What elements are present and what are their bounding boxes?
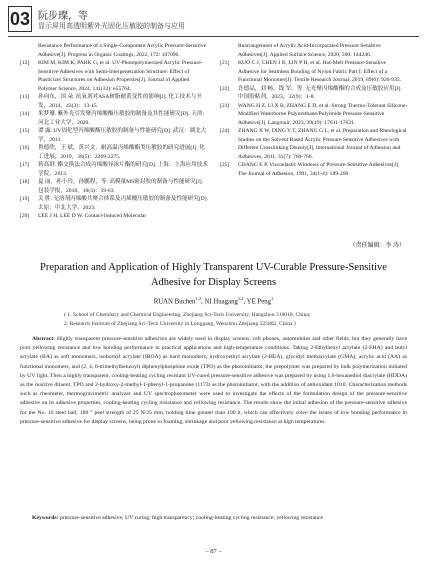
page-number: – 87 – — [205, 548, 222, 555]
reference-text: WANG H Z, LI X B, ZHANG E D, et al. Strong Thermo-Tolerant Silicone-Modified Waterborne Polyurethane/Polyimide Pressure-Sensitive Adhesive[J]. Langmuir, 2023, 39(49): 17611-17621. — [238, 102, 408, 126]
author-name: NI Huagang — [204, 298, 238, 306]
editor-note: （责任编辑：李 涛） — [349, 243, 405, 249]
author-affiliation-marker: 1 — [271, 296, 274, 301]
abstract — [20, 335, 407, 427]
reference-item — [220, 85, 408, 102]
reference-number: [23] — [220, 102, 230, 109]
reference-number: [19] — [20, 196, 30, 202]
reference-text: 蒋高群. 酯交换法合成丙烯酸异冰片酯的研究[D]. 上海：上海应用技术学院，2013. — [38, 162, 208, 177]
reference-item — [20, 212, 208, 221]
reference-item — [20, 178, 208, 195]
affiliation-2: 2. Research Institute of Zhejiang Sci-Tech University in Longgang, Wenzhou Zhejiang 325802, China ) — [64, 320, 296, 327]
reference-number: [24] — [220, 128, 230, 134]
reference-number: [22] — [220, 85, 230, 92]
reference-item — [20, 127, 208, 144]
author-name: YE Peng — [246, 298, 272, 306]
reference-text: Rearrangement of Acrylic Acid-Incorporated Pressure Sensitive Adhesives[J]. Applied Surface Science, 2020, 500: 144246. — [238, 43, 381, 58]
keywords — [20, 514, 407, 523]
reference-item — [20, 110, 208, 127]
abstract-label: Abstract: — [32, 336, 56, 342]
header-title: 显示屏用高透明紫外光固化压敏胶的制备与应用 — [38, 23, 185, 30]
reference-number: [21] — [220, 60, 230, 66]
author-affiliation-marker: 1,2 — [195, 296, 202, 301]
author-name: RUAN Buchen — [153, 298, 196, 306]
reference-text: ZHANG X W, DING Y T, ZHANG G L, et al. Preparation and Rheological Studies on the Solvent Based Acrylic Pressure Sensitive Adhesives with Different Crosslinking Density[J]. International Journal of Adhesion and Adhesives, 2011, 31(7): 760-766. — [238, 128, 407, 160]
page-header — [8, 6, 419, 34]
reference-text: LEE J H, LEE D W. Contact-Induced Molecular — [38, 213, 147, 219]
reference-text: Resistance Performance of a Single-Component Acrylic Pressure-Sensitive Adhesive[J]. Progress in Organic Coatings, 2022, 172: 107096. — [38, 43, 207, 58]
reference-item — [20, 195, 208, 212]
reference-item — [220, 161, 408, 178]
english-title: Preparation and Application of Highly Transparent UV-Curable Pressure-Sensitive Adhesive for Display Screens — [40, 262, 387, 288]
reference-number: [13] — [20, 94, 30, 100]
header-authors: 阮步璨，等 — [38, 11, 88, 22]
reference-text: 朱梦珊. 紫外光引发聚丙烯酸酯压敏胶的制备及其性能研究[D]. 天津：河北工业大学，2020. — [38, 111, 208, 126]
reference-item — [220, 127, 408, 161]
author-affiliation-marker: 1,2 — [237, 296, 244, 301]
references-right-column — [220, 42, 408, 178]
reference-item — [20, 93, 208, 110]
reference-item — [220, 42, 408, 59]
reference-number: [18] — [20, 179, 30, 185]
reference-number: [17] — [20, 162, 30, 168]
reference-text: 关 胜. 无溶剂丙烯酸共聚合体系及丙烯酸压敏胶的制备及性能研究[D]. 太原：中北大学，2023. — [38, 196, 208, 211]
affiliations — [20, 311, 407, 328]
affiliation-1: ( 1. School of Chemistry and Chemical Engineering, Zhejiang Sci-Tech University, Hangzhou 310018, China; — [64, 312, 311, 318]
reference-text: 夏 丽，孙小玲，孙鹏程，等. 高模量MS密封胶的制备与性能研究[J]. 包装学报，2018，10(3)：59-63. — [38, 179, 204, 194]
reference-text: 孙向东，国 朵. 抗氧剂对ASA树脂耐黄变性的影响[J]. 化工技术与开发，2014，43(3)：13-15. — [38, 94, 202, 109]
reference-text: CHANG E P. Viscoelastic Windows of Pressure-Sensitive Adhesives[J]. The Journal of Adhesion, 1991, 34(1-4): 189-200. — [238, 162, 400, 177]
reference-item — [20, 42, 208, 59]
keywords-label: Keywords: — [32, 515, 59, 521]
reference-number: [20] — [20, 213, 30, 219]
abstract-text: Highly transparent pressure-sensitive adhesives are widely used in display screens, cell phones, automobiles and other fields, but they generally have poor yellowing resistance and low bonding performance in practical applications and high-temperature conditions. Taking 2-Ethylhexyl acrylate (2-EHA) and butyl acrylate (BA) as soft monomers, isobornyl acrylate (IBOA) as hard monomers, hydroxyethyl acrylate (2-HEA), glycidyl methacrylate (GMA), acrylic acid (AA) as functional monomers, and (2, 4, 6-trimethylbenzoyl) diphenylphosphine oxide (TPO) as the photoinitiator, the prepolymer was prepared by bulk polymerization initiated by UV light. Then a highly transparent, cooling-heating cycling resistant UV-cured pressure-sensitive adhesive was prepared by using 1,6-hexanediol diacrylate (HDDA) as the reactive diluent, TPO and 2-hydroxy-2-methyl-1-phenyl-1-propanone (1173) as the photoinitiator, with the addition of antioxidant 1010. Characterization methods such as rheometer, thermogravimetric analyzer and UV spectrophotometer were used to investigate the effects of the formulation design of the pressure-sensitive adhesive on its adhesive properties, cooling-heating cycling resistance and yellowing resistance. The results show the initial adhesion of the pressure-sensitive adhesive for the No. 10 steel ball, 180 ° peel strength of 25 N/25 mm, holding time greater than 100 h, which can effectively solve the issues of low bonding performance in pressure-sensitive adhesive for display screens, being prone to foaming, shrinkage and poor yellowing resistance at high temperatures. — [20, 336, 407, 425]
header-divider — [8, 36, 419, 37]
reference-item — [220, 59, 408, 85]
reference-text: 谭 露. UV固化型丙烯酸酯压敏胶的制备与性能研究[D]. 武汉：湖北大学，2013. — [38, 128, 207, 143]
reference-text: 鲁德欣，王 斌，黄兴文．耐高温丙烯酸酯类压敏胶的研究进展[J]. 化工进展，2019，38(5)：2269-2275. — [38, 145, 205, 160]
keywords-text: pressure-sensitive adhesive; UV curing; high transparency; cooling-heating cycling resistance; yellowing resistance — [59, 515, 323, 521]
reference-item — [20, 59, 208, 93]
english-authors: RUAN Buchen$^{1,2}$, NI Huagang$^{1,2}$, YE Peng$^1$ — [153, 296, 274, 306]
reference-item — [20, 161, 208, 178]
issue-number: 03 — [8, 6, 32, 32]
reference-number: [16] — [20, 145, 30, 151]
reference-number: [15] — [20, 128, 30, 134]
reference-text: 许德品，刘 畅，钱 军，等. 无光聚丙烯酸酯的合成及压敏胶应用[J]. 中国胶粘剂，2023，32(9)：1-8. — [238, 85, 402, 100]
reference-item — [220, 102, 408, 128]
references-left-column — [20, 42, 208, 221]
reference-item — [20, 144, 208, 161]
reference-text: KIM M, KIM K, PARK G, et al. UV-Photopolymerized Acrylic Pressure-Sensitive Adhesives with Semi-Interpenetration Structure: Effect of Plasticizer Structures on Adhesion Properties[J]. Journal of Applied Polymer Science, 2024, 141(32): e55764. — [38, 60, 203, 92]
reference-text: KUO C J, CHEN J B, LIN P H, et al. Hot-Melt Pressure-Sensitive Adhesive for Seamless Bonding of Nylon Fabric Part I: Effect of a Functional Monomer[J]. Textile Research Journal, 2019, 89(6): 926-935. — [238, 60, 402, 83]
reference-number: [14] — [20, 111, 30, 117]
reference-number: [12] — [20, 60, 30, 66]
reference-number: [25] — [220, 162, 230, 168]
